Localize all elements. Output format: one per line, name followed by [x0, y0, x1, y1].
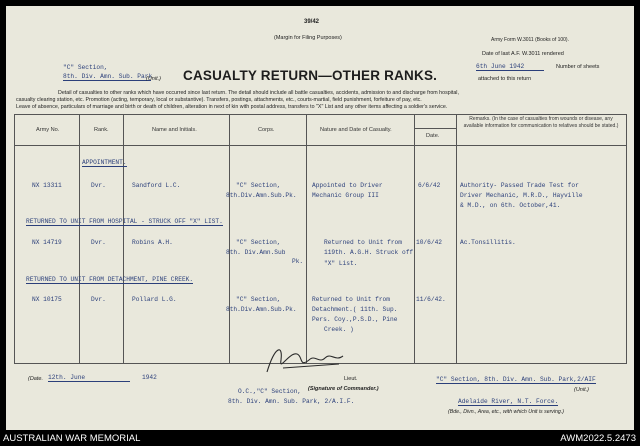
header-nature: Nature and Date of Casualty. [320, 127, 392, 133]
row-corps-2: 8th.Div.Amn.Sub.Pk. [226, 306, 297, 313]
header-date: Date. [426, 133, 440, 139]
form-number: 39/42 [304, 19, 320, 25]
casualty-return-form [6, 6, 634, 430]
row-corps-1: "C" Section, [236, 182, 281, 189]
attached-label: attached to this return [478, 76, 532, 82]
row-corps-2: 8th.Div.Amn.Sub.Pk. [226, 192, 297, 199]
row-nature-3: "X" List. [324, 260, 358, 267]
row-army-no: NX 10175 [32, 296, 62, 303]
header-name: Name and Initials. [152, 127, 197, 133]
last-af-date: 6th June 1942 [476, 63, 544, 71]
margin-note: (Margin for Filing Purposes) [274, 35, 342, 41]
row-name: Sandford L.C. [132, 182, 181, 189]
number-of-sheets-label: Number of sheets [556, 64, 600, 70]
row-corps-1: "C" Section, [236, 296, 281, 303]
row-rank: Dvr. [91, 182, 106, 189]
instructions-line-3: Leave of absence, particulars of marriage and birth or death of children, alteration in next of kin with postal address, transfers to "X" List and any other items affecting a soldier's service. [16, 104, 448, 110]
footer-oc-line-2: 8th. Div. Amn. Sub. Park, 2/A.I.F. [228, 398, 355, 405]
unit-line-1: "C" Section, [63, 64, 108, 71]
header-rank: Rank. [94, 127, 109, 133]
row-remarks-1: Authority- Passed Trade Test for [460, 182, 579, 189]
footer-place: Adelaide River, N.T. Force. [458, 398, 559, 405]
header-army-no: Army No. [36, 127, 60, 133]
archive-name: AUSTRALIAN WAR MEMORIAL [3, 433, 141, 444]
instructions-line-2: casualty clearing station, etc. Promotion (acting, temporary, local or substantive). Transfers, postings, attachments, etc., courts-martial, field punishment, forfeiture of pay, etc. [16, 97, 422, 103]
row-corps-2: 8th. Div.Amn.Sub [226, 249, 286, 256]
commander-signature [263, 342, 353, 380]
form-title: CASUALTY RETURN—OTHER RANKS. [183, 68, 438, 83]
row-army-no: NX 13311 [32, 182, 62, 189]
footer-date-label: (Date. [28, 376, 43, 382]
unit-line-2: 8th. Div. Amn. Sub. Park [63, 73, 153, 80]
row-nature-2: Mechanic Group III [312, 192, 379, 199]
row-corps-1: "C" Section, [236, 239, 281, 246]
last-af-label: Date of last A.F. W.3011 rendered [482, 51, 564, 57]
row-nature-1: Returned to Unit from [324, 239, 402, 246]
header-corps: Corps. [258, 127, 275, 133]
row-nature-1: Appointed to Driver [312, 182, 383, 189]
row-nature-3: Pers. Coy.,P.S.D., Pine [312, 316, 398, 323]
instructions-line-1: Detail of casualties to other ranks which have occurred since last return. The detail should include all battle casualties, accidents, admission to and discharge from hospital, [58, 90, 459, 96]
footer-date-value: 12th. June [48, 374, 130, 382]
section-returned-hospital: RETURNED TO UNIT FROM HOSPITAL - STRUCK OFF "X" LIST. [26, 218, 223, 225]
footer-unit: "C" Section, 8th. Div. Amn. Sub. Park,2/AIF [436, 376, 596, 383]
unit-label: (Unit.) [146, 76, 161, 82]
section-returned-detachment: RETURNED TO UNIT FROM DETACHMENT, PINE CREEK. [26, 276, 194, 283]
row-corps-3: Pk. [292, 258, 304, 265]
row-name: Pollard L.G. [132, 296, 177, 303]
header-remarks: Remarks. (In the case of casualties from wounds or disease, any available information for communication to relatives should be stated.) [463, 116, 619, 129]
row-date: 6/6/42 [418, 182, 441, 189]
archive-caption-bar [0, 430, 640, 446]
footer-commander-label: (Signature of Commander.) [308, 386, 379, 392]
row-nature-4: Creek. ) [324, 326, 354, 333]
section-appointment: APPOINTMENT. [82, 159, 127, 166]
row-date: 10/6/42 [416, 239, 442, 246]
footer-unit-label: (Unit.) [574, 387, 589, 393]
row-date: 11/6/42. [416, 296, 446, 303]
row-nature-1: Returned to Unit from [312, 296, 390, 303]
row-remarks-3: & M.D., on 6th. October,41. [460, 202, 561, 209]
row-rank: Dvr. [91, 239, 106, 246]
archive-reference: AWM2022.5.2473 [560, 433, 636, 444]
army-form-label: Army Form W.3011 (Books of 100). [491, 37, 569, 43]
row-remarks-1: Ac.Tonsillitis. [460, 239, 516, 246]
row-army-no: NX 14719 [32, 239, 62, 246]
row-remarks-2: Driver Mechanic, M.R.D., Hayville [460, 192, 583, 199]
footer-year: 1942 [142, 374, 157, 381]
row-nature-2: Detachment.( 11th. Sup. [312, 306, 398, 313]
footer-place-label: (Bde., Divn., Area, etc., with which Unit is serving.) [448, 409, 564, 415]
row-rank: Dvr. [91, 296, 106, 303]
footer-oc-line-1: O.C.,"C" Section, [238, 388, 302, 395]
row-name: Robins A.H. [132, 239, 173, 246]
footer-lieut: Lieut. [344, 376, 358, 382]
row-nature-2: 119th. A.G.H. Struck off [324, 249, 414, 256]
